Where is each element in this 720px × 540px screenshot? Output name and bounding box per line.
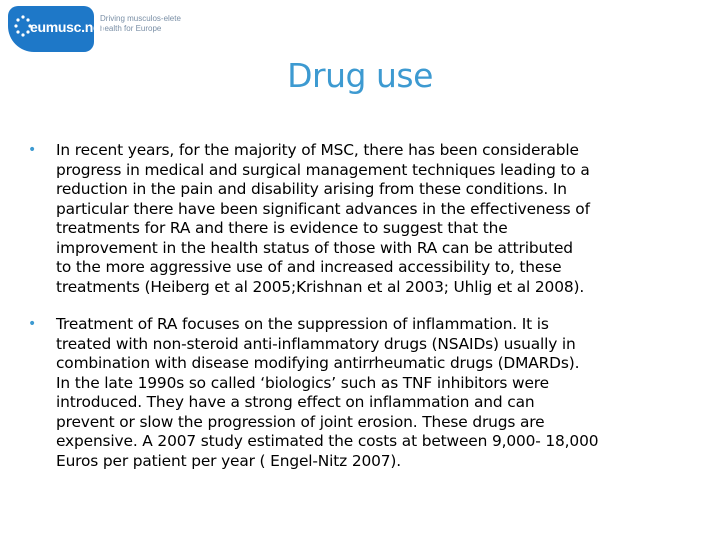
text-line: particular there have been significant advances in the effectiveness of (56, 199, 590, 218)
bullet-marker: • (28, 316, 37, 332)
logo-name: eumusc.net (30, 19, 105, 35)
text-line: expensive. A 2007 study estimated the costs at between 9,000- 18,000 (56, 432, 599, 450)
text-line: treatments (Heiberg et al 2005;Krishnan et al 2003; Uhlig et al 2008). (56, 277, 585, 296)
logo-mark (8, 6, 105, 52)
text-line: treated with non-steroid anti-inflammatory drugs (NSAIDs) usually in (56, 334, 576, 353)
text-line: progress in medical and surgical management techniques leading to a (56, 160, 590, 179)
text-line: to the more aggressive use of and increased accessibility to, these (56, 258, 562, 276)
text-line: prevent or slow the progression of joint erosion. These drugs are (56, 412, 545, 431)
logo-tagline (100, 14, 181, 34)
eumusc-logo (8, 6, 181, 52)
text-line: improvement in the health status of those with RA can be attributed (56, 238, 573, 257)
text-line: In recent years, for the majority of MSC, there has been considerable (56, 141, 579, 159)
bullet-text (56, 141, 590, 297)
text-line: reduction in the pain and disability arising from these conditions. In (56, 180, 567, 198)
text-line: introduced. They have a strong effect on inflammation and can (56, 393, 535, 411)
text-line: Euros per patient per year ( Engel-Nitz 2007). (56, 451, 402, 470)
logo-tagline-line: health for Europe (100, 24, 162, 33)
page-title: Drug use (287, 56, 433, 95)
logo-tagline-line: Driving musculos-elete (100, 14, 181, 23)
text-line: treatments for RA and there is evidence to suggest that the (56, 219, 508, 237)
text-line: Treatment of RA focuses on the suppression of inflammation. It is (56, 315, 549, 333)
bullet-item (28, 315, 708, 471)
bullet-marker: • (28, 142, 37, 158)
bullet-item (28, 141, 708, 297)
text-line: In the late 1990s so called ‘biologics’ such as TNF inhibitors were (56, 373, 549, 392)
bullet-text (56, 315, 598, 471)
text-line: combination with disease modifying antirrheumatic drugs (DMARDs). (56, 354, 580, 372)
bullet-list (28, 141, 708, 489)
